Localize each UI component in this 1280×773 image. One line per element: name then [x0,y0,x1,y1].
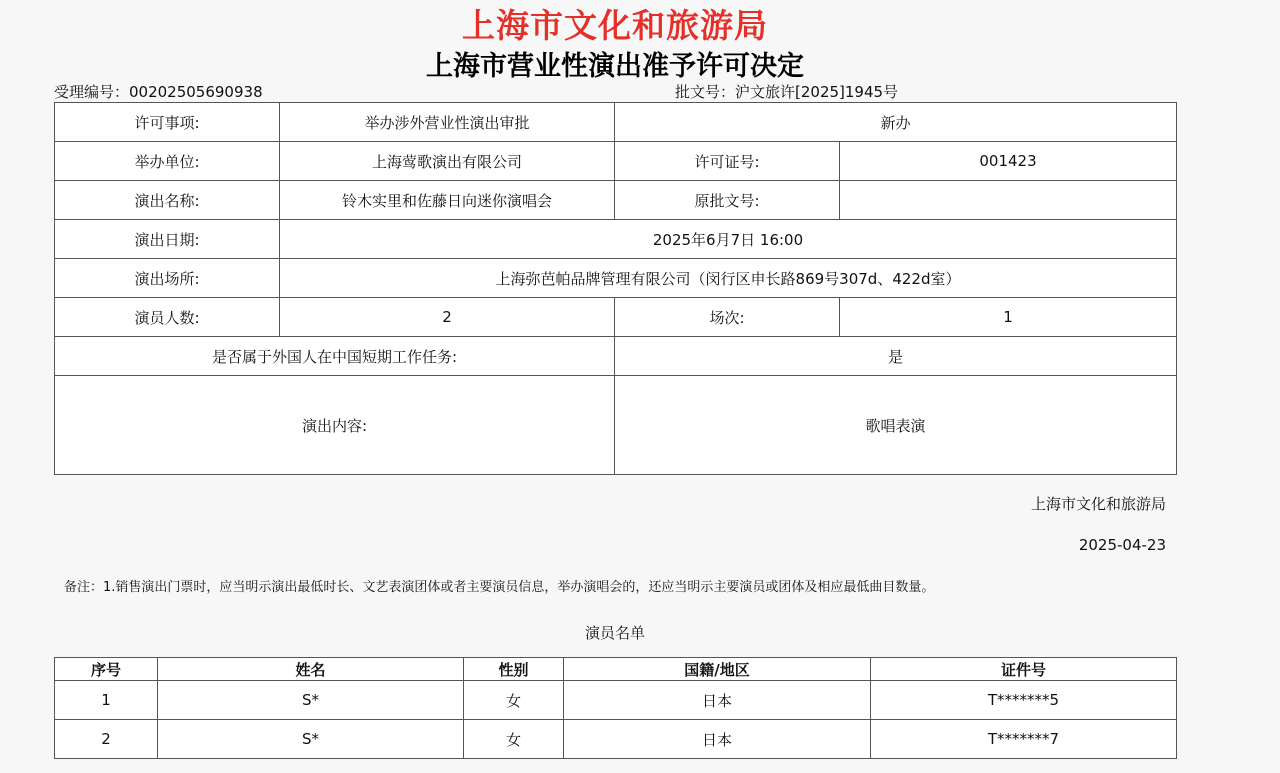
column-header: 证件号 [871,658,1177,681]
cell-label: 场次: [615,298,840,337]
column-header: 姓名 [158,658,464,681]
cell-value: 是 [615,337,1177,376]
cell-value: 铃木实里和佐藤日向迷你演唱会 [280,181,615,220]
cell-label: 许可事项: [55,103,280,142]
cell-value: 上海弥芭帕品牌管理有限公司（闵行区申长路869号307d、422d室） [280,259,1177,298]
cell-value: 2 [280,298,615,337]
cell-nationality: 日本 [564,720,871,759]
cell-value: 新办 [615,103,1177,142]
cell-name: S* [158,720,464,759]
cell-name: S* [158,681,464,720]
cell-gender: 女 [464,681,564,720]
document-title: 上海市营业性演出准予许可决定 [426,51,804,82]
cell-value: 歌唱表演 [615,376,1177,475]
cell-label: 举办单位: [55,142,280,181]
cell-value [840,181,1177,220]
column-header: 序号 [55,658,158,681]
cell-label: 演员人数: [55,298,280,337]
table-row [55,720,1177,759]
cell-id-number: T*******7 [871,720,1177,759]
issue-date: 2025-04-23 [1078,536,1166,554]
cell-value: 001423 [840,142,1177,181]
cell-index: 1 [55,681,158,720]
table-row [55,259,1177,298]
table-row [55,337,1177,376]
cell-gender: 女 [464,720,564,759]
cell-label: 演出场所: [55,259,280,298]
table-header-row [55,658,1177,681]
cell-label: 演出名称: [55,181,280,220]
cell-value: 上海莺歌演出有限公司 [280,142,615,181]
performer-table [54,657,1177,759]
column-header: 性别 [464,658,564,681]
cell-index: 2 [55,720,158,759]
permit-table [54,102,1177,475]
cell-value: 2025年6月7日 16:00 [280,220,1177,259]
table-row [55,220,1177,259]
column-header: 国籍/地区 [564,658,871,681]
table-row [55,142,1177,181]
table-row [55,681,1177,720]
issuer-name: 上海市文化和旅游局 [1030,495,1166,513]
org-title: 上海市文化和旅游局 [462,6,768,45]
cell-value: 举办涉外营业性演出审批 [280,103,615,142]
table-row [55,298,1177,337]
cell-label: 演出内容: [55,376,615,475]
performer-list-title: 演员名单 [584,624,645,642]
cell-value: 1 [840,298,1177,337]
cell-label: 原批文号: [615,181,840,220]
cell-nationality: 日本 [564,681,871,720]
cell-id-number: T*******5 [871,681,1177,720]
cell-label: 是否属于外国人在中国短期工作任务: [55,337,615,376]
cell-label: 许可证号: [615,142,840,181]
table-row [55,181,1177,220]
table-row [55,103,1177,142]
table-row [55,376,1177,475]
approval-number: 批文号：沪文旅许[2025]1945号 [675,83,899,101]
remarks-note: 备注：1.销售演出门票时，应当明示演出最低时长、文艺表演团体或者主要演员信息，举办演唱会的，还应当明示主要演员或团体及相应最低曲目数量。 [64,580,935,595]
cell-label: 演出日期: [55,220,280,259]
acceptance-number: 受理编号：00202505690938 [54,83,263,101]
